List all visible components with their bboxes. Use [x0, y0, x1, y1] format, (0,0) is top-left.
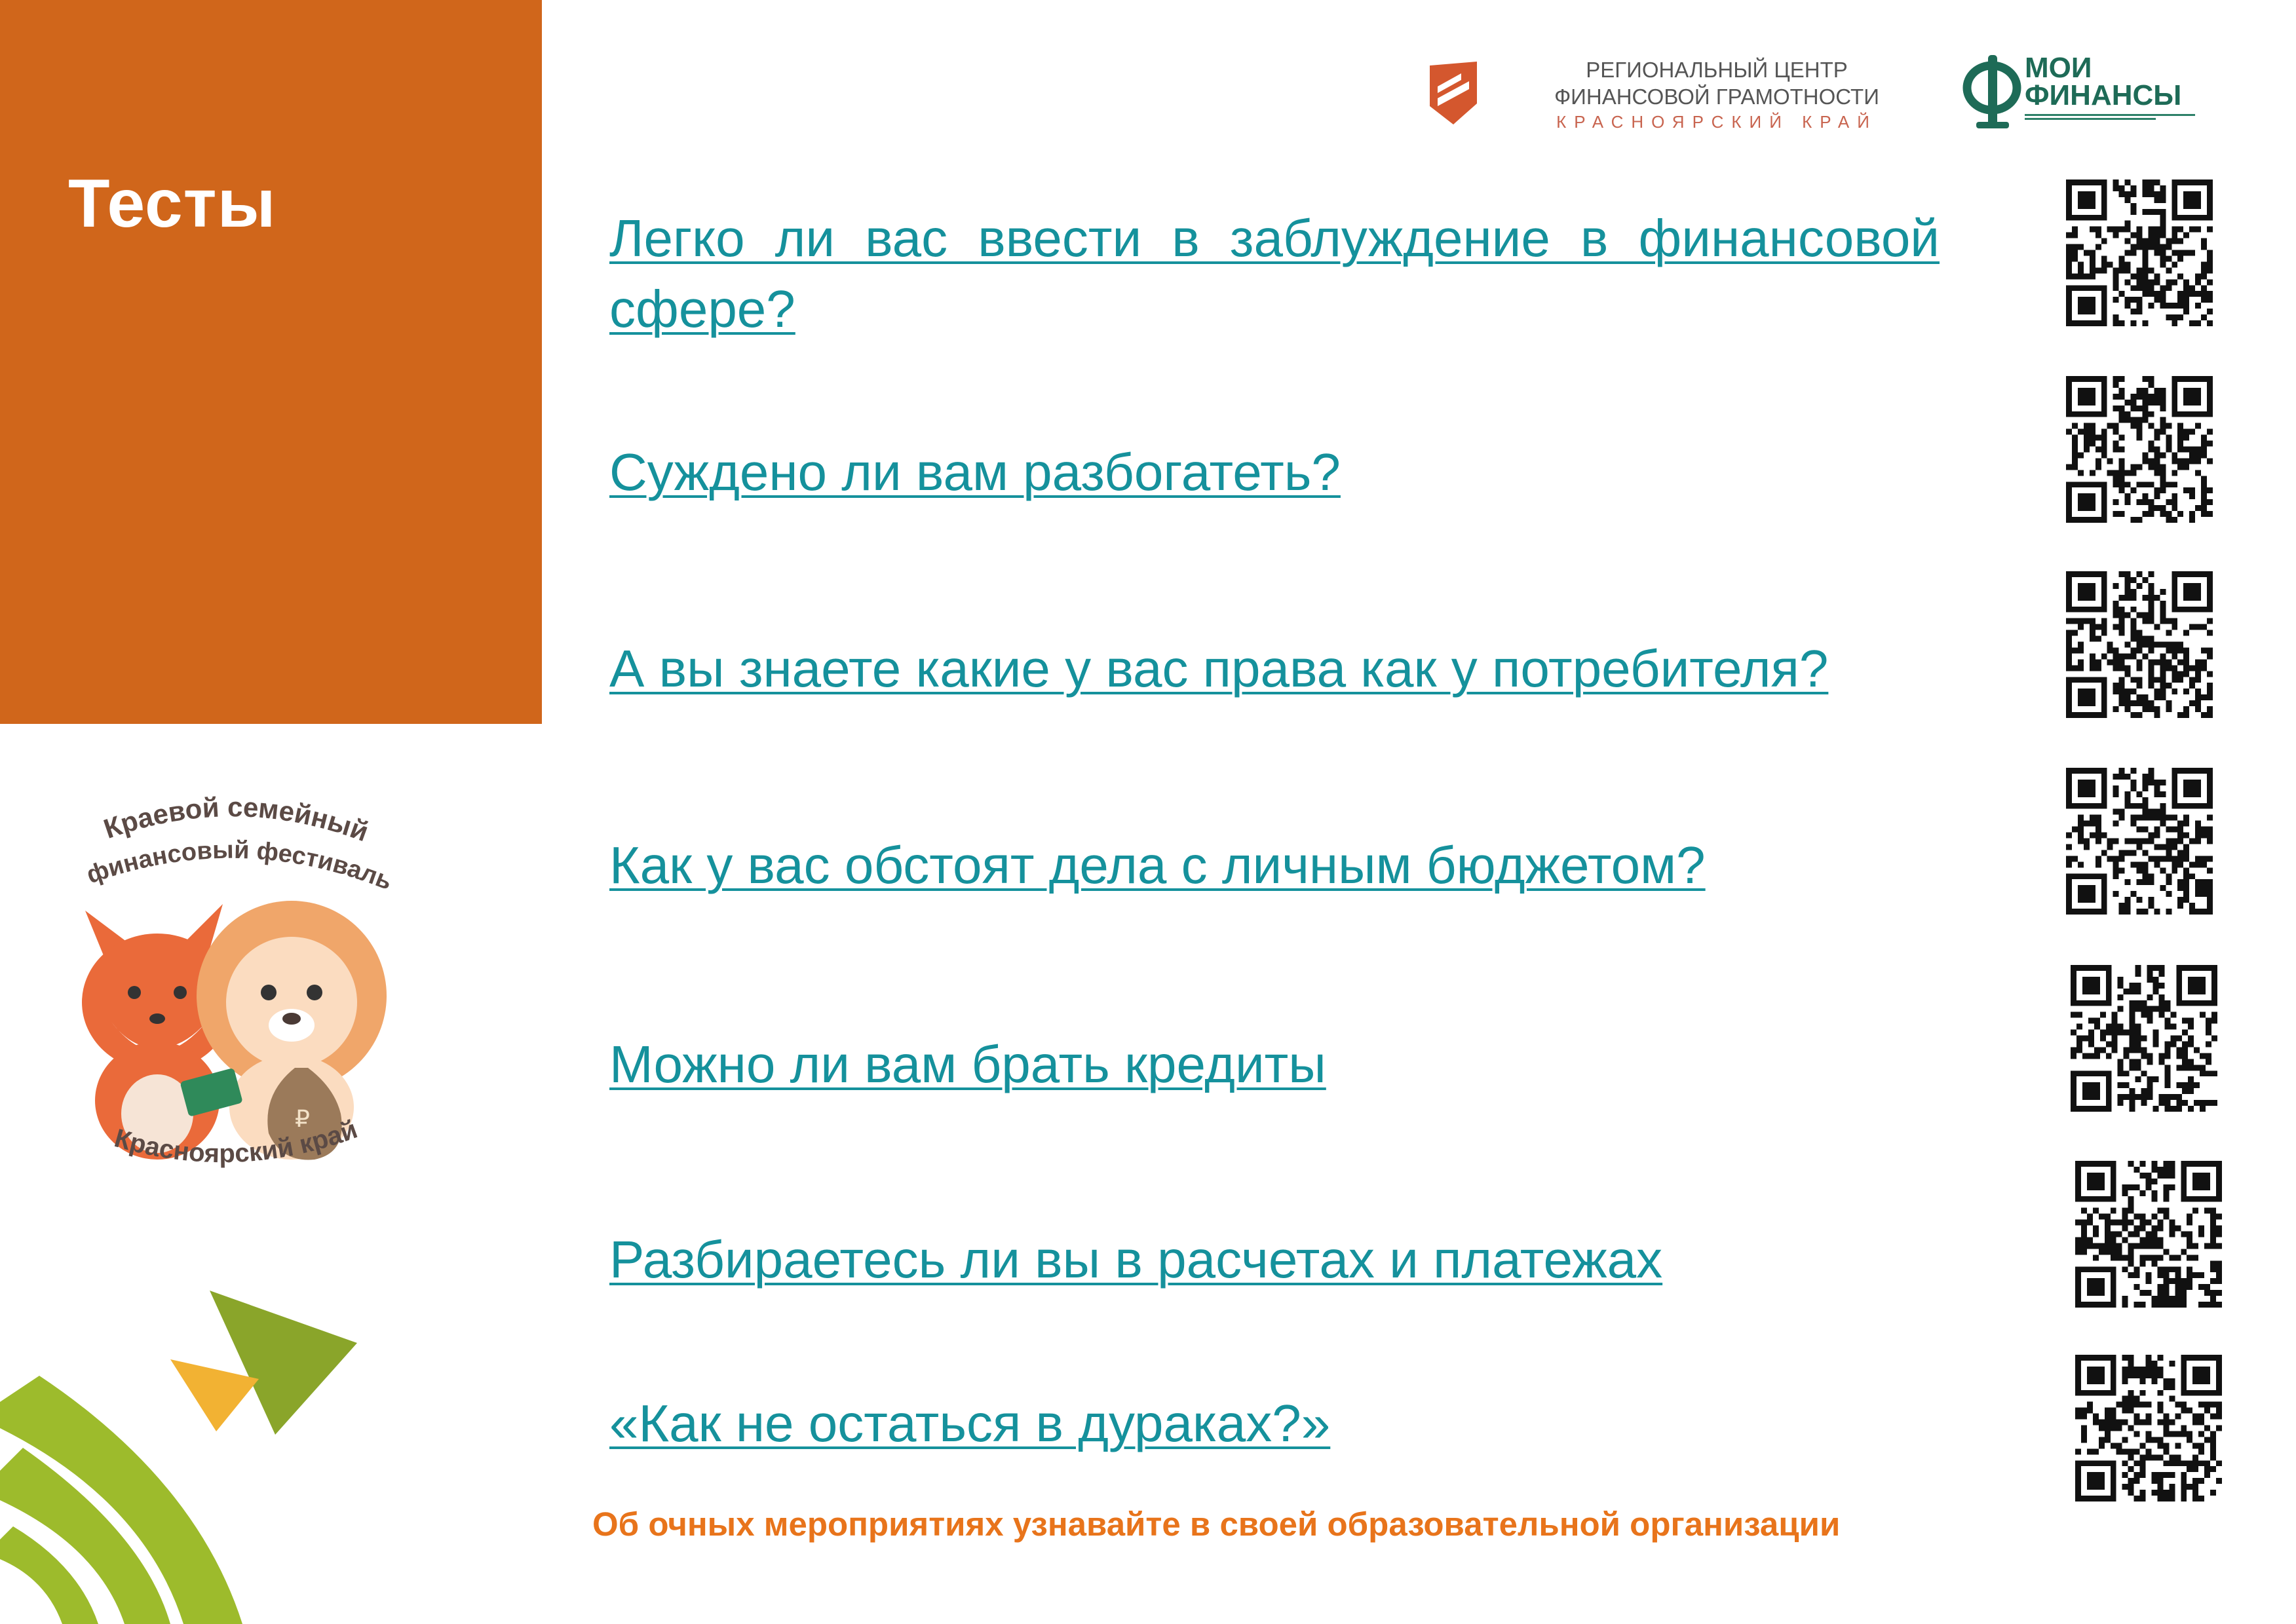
qr-code-icon	[2071, 965, 2217, 1112]
festival-title-line2: финансовый фестиваль	[83, 836, 396, 896]
qr-code-icon	[2066, 768, 2213, 915]
regional-center-line1: РЕГИОНАЛЬНЫЙ ЦЕНТР	[1586, 58, 1848, 82]
qr-code-5[interactable]	[2071, 965, 2217, 1112]
phi-logo-icon	[1959, 52, 2025, 131]
regional-center-shield-icon	[1428, 60, 1478, 126]
test-link-1[interactable]: Легко ли вас ввести в заблуждение в финансовой сфере?	[609, 209, 1940, 338]
page-title: Тесты	[68, 166, 277, 242]
qr-code-icon	[2075, 1161, 2222, 1308]
festival-logo	[66, 786, 406, 1192]
test-link-4[interactable]: Как у вас обстоят дела с личным бюджетом?	[609, 836, 1706, 894]
qr-code-icon	[2066, 376, 2213, 523]
moi-finansy-line2: ФИНАНСЫ	[2025, 79, 2182, 111]
qr-code-6[interactable]	[2075, 1161, 2222, 1308]
decorative-stripes-icon	[0, 1284, 367, 1624]
header-logos	[1428, 52, 2228, 144]
title-panel	[0, 0, 542, 724]
test-link-6[interactable]: Разбираетесь ли вы в расчетах и платежах	[609, 1230, 1663, 1289]
qr-code-7[interactable]	[2075, 1355, 2222, 1501]
regional-center-line3: КРАСНОЯРСКИЙ КРАЙ	[1556, 112, 1877, 132]
festival-title-line1: Краевой семейный	[100, 791, 373, 848]
test-link-5[interactable]: Можно ли вам брать кредиты	[609, 1035, 1326, 1093]
moi-finansy-line1: МОИ	[2025, 52, 2092, 84]
qr-code-2[interactable]	[2066, 376, 2213, 523]
qr-code-1[interactable]	[2066, 179, 2213, 326]
svg-text:финансовый фестиваль	[83, 837, 396, 896]
test-link-7[interactable]: «Как не остаться в дураках?»	[609, 1394, 1331, 1452]
qr-code-icon	[2066, 571, 2213, 718]
footer-note: Об очных мероприятиях узнавайте в своей образовательной организации	[592, 1505, 1841, 1543]
qr-code-icon	[2075, 1355, 2222, 1501]
qr-code-icon	[2066, 179, 2213, 326]
test-link-3[interactable]: А вы знаете какие у вас права как у потребителя?	[609, 639, 1829, 698]
qr-code-4[interactable]	[2066, 768, 2213, 915]
fox-and-lion-mascots-icon	[66, 786, 406, 1192]
regional-center-line2: ФИНАНСОВОЙ ГРАМОТНОСТИ	[1554, 85, 1879, 109]
qr-code-3[interactable]	[2066, 571, 2213, 718]
regional-center-logo	[1533, 56, 1900, 134]
moi-finansy-fine-print-icon	[2025, 113, 2221, 122]
svg-text:₽: ₽	[295, 1105, 310, 1132]
test-link-2[interactable]: Суждено ли вам разбогатеть?	[609, 443, 1341, 501]
festival-region-label: Красноярский край	[111, 1114, 362, 1169]
moi-finansy-logo	[1959, 52, 2234, 144]
